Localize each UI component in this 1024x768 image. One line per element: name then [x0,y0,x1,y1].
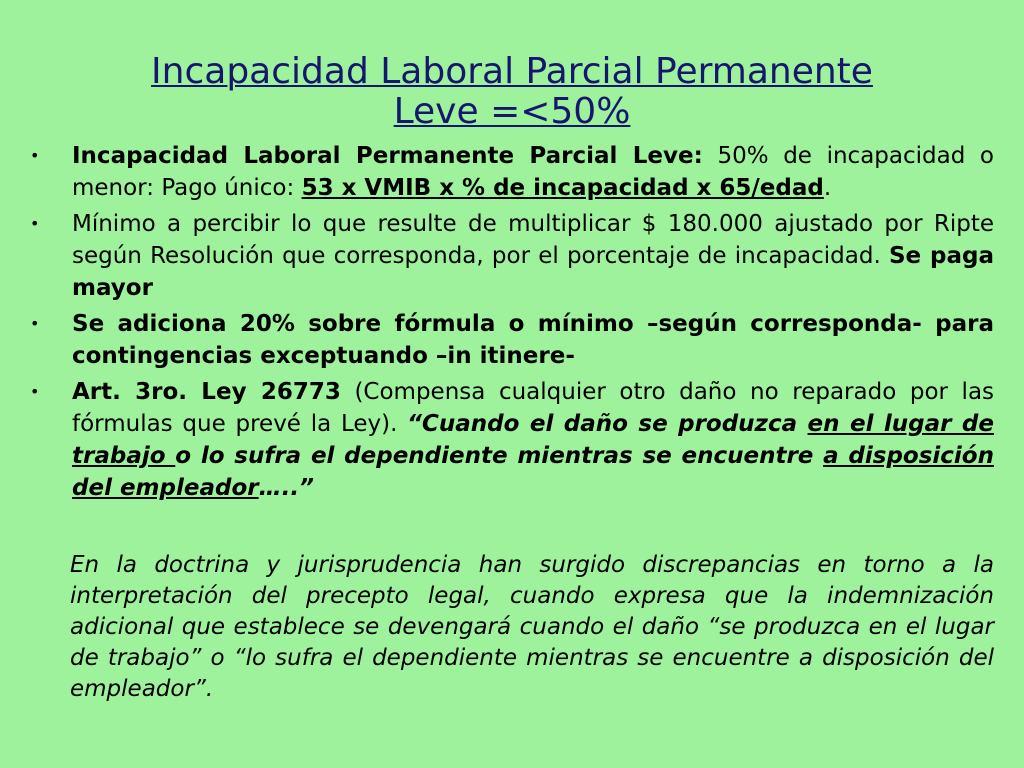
item-4-quote-close: ” [299,475,314,501]
item-4-heading: Art. 3ro. Ley 26773 [72,379,341,405]
bullet-item-2 [28,208,994,304]
item-3-text: Se adiciona 20% sobre fórmula o mínimo –según corresponda- para contingencias exceptuando –in itinere- [72,311,994,369]
bullet-item-3 [28,308,994,372]
bullet-item-4 [28,376,994,504]
slide-body [28,140,994,705]
item-1-end: . [823,175,832,201]
item-4-quote-part-2: o lo sufra el dependiente mientras se encuentre [175,443,824,469]
bullet-icon: • [30,382,40,401]
title-line-2: Leve =<50% [393,91,631,132]
bullet-icon: • [30,146,40,165]
item-4-paren: (Compensa cualquier otro daño no reparado por las fórmulas que prevé la Ley). [72,379,995,437]
doctrine-paragraph: En la doctrina y jurisprudencia han surgido discrepancias en torno a la interpretación del precepto legal, cuando expresa que la indemnización adicional que establece se devengará cuando el daño “se produzca en el lugar de trabajo” o “lo sufra el dependiente mientras se encuentre a disposición del empleador”. [70,552,994,702]
item-1-formula: 53 x VMIB x % de incapacidad x 65/edad [301,175,824,201]
bullet-icon: • [30,314,40,333]
item-4-quote-underline-1: en el lugar de trabajo [72,411,994,469]
item-4-quote-part-1: Cuando el daño se produzca [421,411,808,437]
item-1-heading: Incapacidad Laboral Permanente Parcial Leve: [72,143,703,169]
bullet-item-1 [28,140,994,204]
slide-title [40,52,984,132]
item-2-text: Mínimo a percibir lo que resulte de multiplicar $ 180.000 ajustado por Ripte según Resolución que corresponda, por el porcentaje de incapacidad. [72,211,994,269]
item-4-quote-ellipsis: ….. [258,475,300,501]
item-1-rate: 50% de incapacidad o menor: Pago único: [72,143,995,201]
item-4-quote-underline-2: a disposición del empleador [72,443,994,501]
item-2-bold-end: Se paga mayor [72,243,995,301]
title-line-1: Incapacidad Laboral Parcial Permanente [151,51,873,92]
bullet-icon: • [30,214,40,233]
item-4-quote-open: “ [407,411,422,437]
